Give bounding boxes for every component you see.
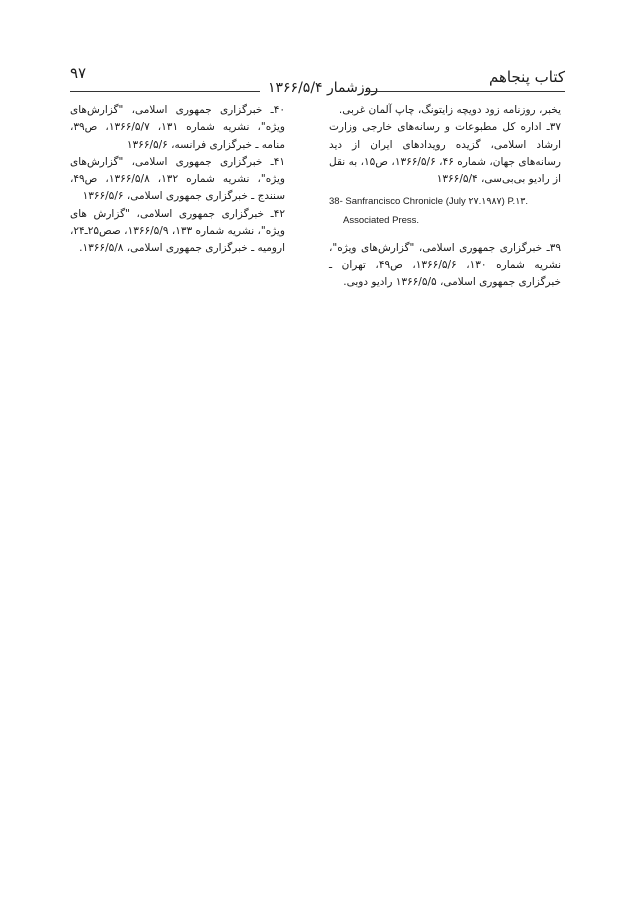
- footnote-continuation: یخبر، روزنامه زود دویچه زایتونگ، چاپ آلمان غربی.: [338, 104, 561, 116]
- footnotes-right-column: [329, 102, 561, 292]
- section-title: روزشمار ۱۳۶۶/۵/۴: [268, 80, 379, 96]
- footnote-40: ۴۰ـ خبرگزاری جمهوری اسلامی، "گزارش‌های ویژه"، نشریه شماره ۱۳۱، ۱۳۶۶/۵/۷، ص۳۹، منامه ـ خبرگزاری فرانسه، ۱۳۶۶/۵/۶: [70, 104, 286, 151]
- footnotes-left-column: [70, 102, 285, 258]
- page-header: [70, 60, 565, 98]
- footnote-41: ۴۱ـ خبرگزاری جمهوری اسلامی، "گزارش‌های ویژه"، نشریه شماره ۱۳۲، ۱۳۶۶/۵/۸، ص۴۹، سنندج ـ خبرگزاری جمهوری اسلامی، ۱۳۶۶/۵/۶: [70, 155, 286, 203]
- book-title: کتاب پنجاهم: [489, 68, 565, 86]
- header-rule-left: [70, 91, 260, 92]
- footnote-37: ۳۷ـ اداره کل مطبوعات و رسانه‌های خارجی وزارت ارشاد اسلامی، گزیده رویدادهای ایران از دید رسانه‌های جهان، شماره ۴۶، ۱۳۶۶/۵/۶، ص۱۵، به نقل از رادیو بی‌بی‌سی، ۱۳۶۶/۵/۴: [329, 121, 561, 186]
- footnote-38: 38- Sanfrancisco Chronicle (July ۲۷.۱۹۸۷) P.۱۳.: [329, 196, 529, 208]
- footnote-39: ۳۹ـ خبرگزاری جمهوری اسلامی، "گزارش‌های ویژه"، نشریه شماره ۱۳۰، ۱۳۶۶/۵/۶، ص۴۹، تهران ـ خبرگزاری جمهوری اسلامی، ۱۳۶۶/۵/۵ رادیو دوبی.: [329, 241, 562, 289]
- page-number: ۹۷: [70, 64, 87, 82]
- header-rule-right: [365, 91, 565, 92]
- footnote-42: ۴۲ـ خبرگزاری جمهوری اسلامی، "گزارش های ویژه"، نشریه شماره ۱۳۳، ۱۳۶۶/۵/۹، صص۲۵ـ۲۴، ارومیه ـ خبرگزاری جمهوری اسلامی، ۱۳۶۶/۵/۸.: [70, 207, 285, 255]
- footnote-38-continuation: Associated Press.: [343, 215, 420, 227]
